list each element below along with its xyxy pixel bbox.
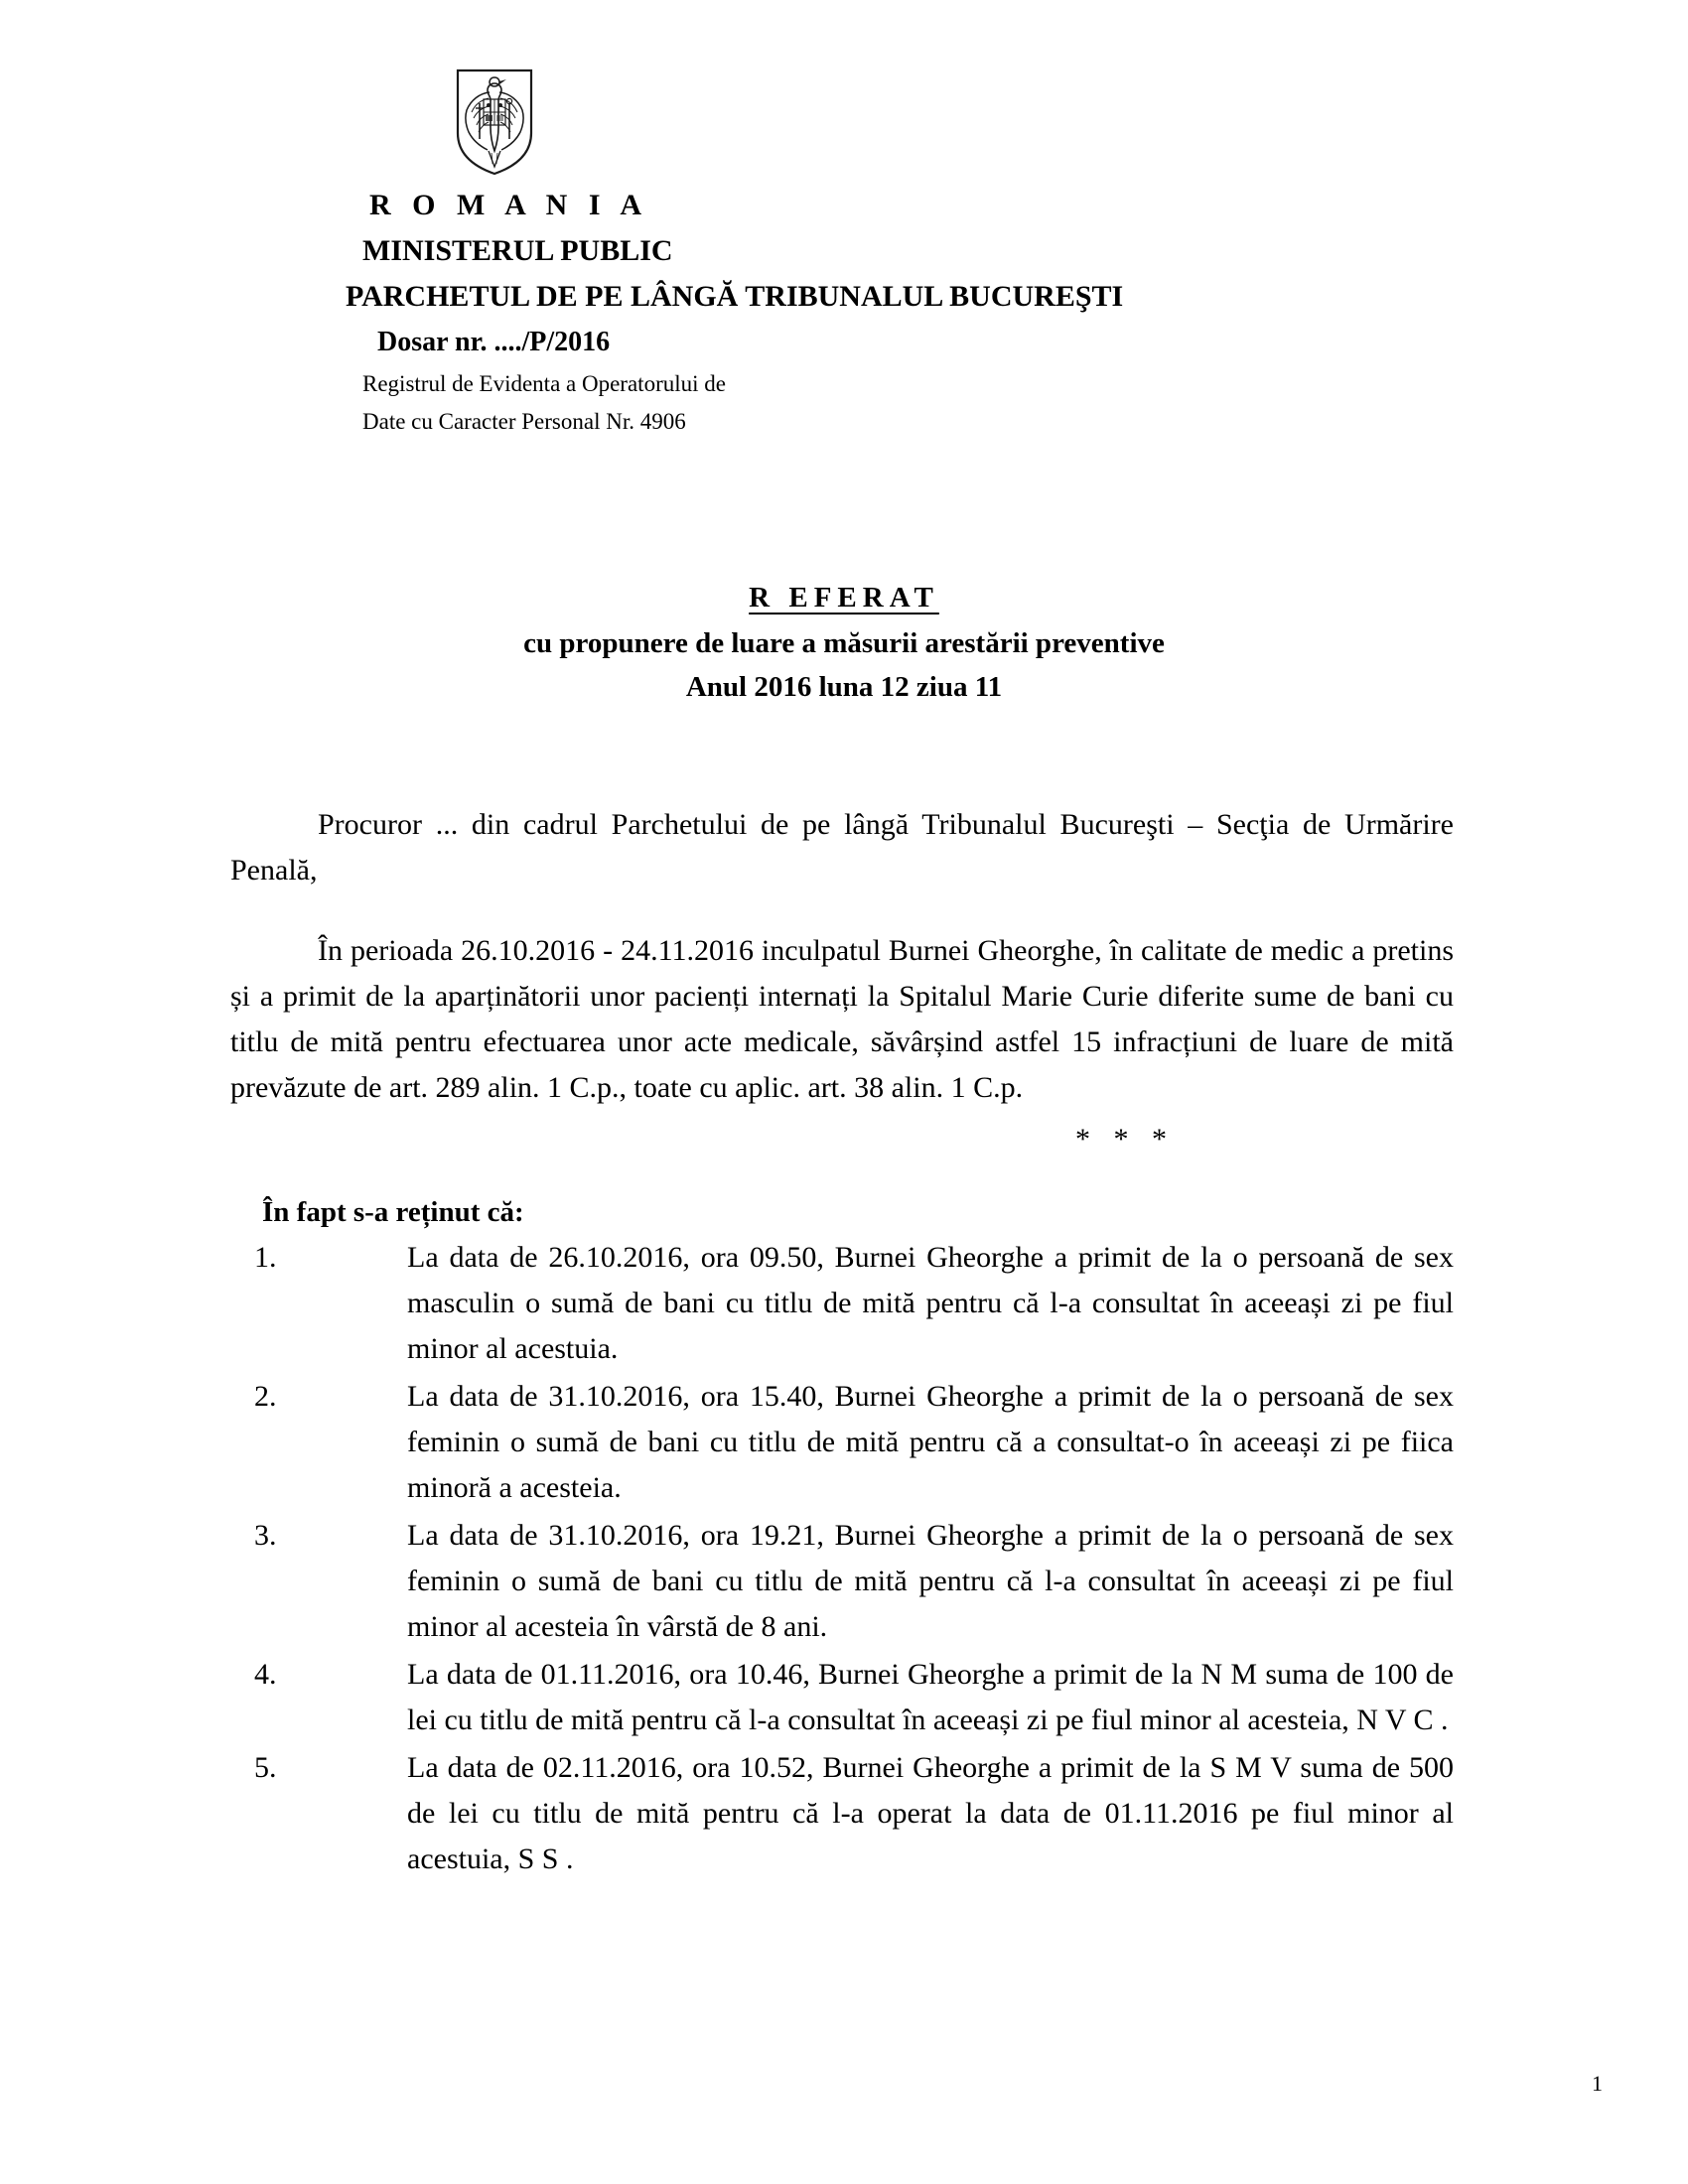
list-item-text: La data de 31.10.2016, ora 15.40, Burnei Gheorghe a primit de la o persoană de sex feminin o sumă de bani cu titlu de mită pentru că a consultat-o în aceeași zi pe fiica minoră a acesteia. <box>407 1380 1454 1504</box>
list-item-text: La data de 31.10.2016, ora 19.21, Burnei Gheorghe a primit de la o persoană de sex feminin o sumă de bani cu titlu de mită pentru că l-a consultat în aceeași zi pe fiul minor al acesteia în vârstă de 8 ani. <box>407 1519 1454 1643</box>
list-item <box>230 1235 1454 1372</box>
case-number: Dosar nr. ..../P/2016 <box>377 327 611 357</box>
page-number: 1 <box>1592 2071 1603 2096</box>
paragraph-prosecutor: Procuror ... din cadrul Parchetului de pe lângă Tribunalul Bucureşti – Secţia de Urmărire Penală, <box>230 808 1454 887</box>
list-item-text: La data de 01.11.2016, ora 10.46, Burnei Gheorghe a primit de la N M suma de 100 de lei cu titlu de mită pentru că l-a consultat în aceeași zi pe fiul minor al acesteia, N V C . <box>407 1658 1454 1736</box>
list-item-number: 2. <box>254 1380 277 1413</box>
list-item-text: La data de 02.11.2016, ora 10.52, Burnei Gheorghe a primit de la S M V suma de 500 de lei cu titlu de mită pentru că l-a operat la data de 01.11.2016 pe fiul minor al acestuia, S S . <box>407 1751 1454 1875</box>
romania-coat-of-arms-icon <box>452 68 537 177</box>
facts-heading: În fapt s-a reținut că: <box>262 1196 524 1228</box>
country-name: R O M A N I A <box>369 189 649 221</box>
registry-line-2: Date cu Caracter Personal Nr. 4906 <box>362 409 686 434</box>
list-item <box>230 1513 1454 1650</box>
facts-list <box>230 1235 1454 1882</box>
list-item <box>230 1652 1454 1743</box>
list-item-number: 1. <box>254 1241 277 1274</box>
registry-line-1: Registrul de Evidenta a Operatorului de <box>362 371 726 396</box>
page-title: R EFERAT <box>749 582 939 614</box>
document-body <box>230 802 1454 1884</box>
prosecutor-office-name: PARCHETUL DE PE LÂNGĂ TRIBUNALUL BUCUREŞTI <box>346 280 1124 313</box>
paragraph-charges: În perioada 26.10.2016 - 24.11.2016 inculpatul Burnei Gheorghe, în calitate de medic a pretins și a primit de la aparținătorii unor pacienți internați la Spitalul Marie Curie diferite sume de bani cu titlu de mită pentru efectuarea unor acte medicale, săvârșind astfel 15 infracțiuni de luare de mită prevăzute de art. 289 alin. 1 C.p., toate cu aplic. art. 38 alin. 1 C.p. <box>230 934 1454 1104</box>
list-item <box>230 1745 1454 1882</box>
title-subtitle: cu propunere de luare a măsurii arestării preventive <box>523 627 1165 659</box>
list-item-number: 3. <box>254 1519 277 1552</box>
list-item-number: 5. <box>254 1751 277 1784</box>
list-item-number: 4. <box>254 1658 277 1691</box>
list-item-text: La data de 26.10.2016, ora 09.50, Burnei Gheorghe a primit de la o persoană de sex masculin o sumă de bani cu titlu de mită pentru că l-a consultat în aceeași zi pe fiul minor al acestuia. <box>407 1241 1454 1365</box>
ministry-name: MINISTERUL PUBLIC <box>362 234 673 267</box>
section-separator: * * * <box>1075 1123 1175 1156</box>
list-item <box>230 1374 1454 1511</box>
document-title-block <box>0 582 1688 704</box>
title-date: Anul 2016 luna 12 ziua 11 <box>685 671 1003 703</box>
